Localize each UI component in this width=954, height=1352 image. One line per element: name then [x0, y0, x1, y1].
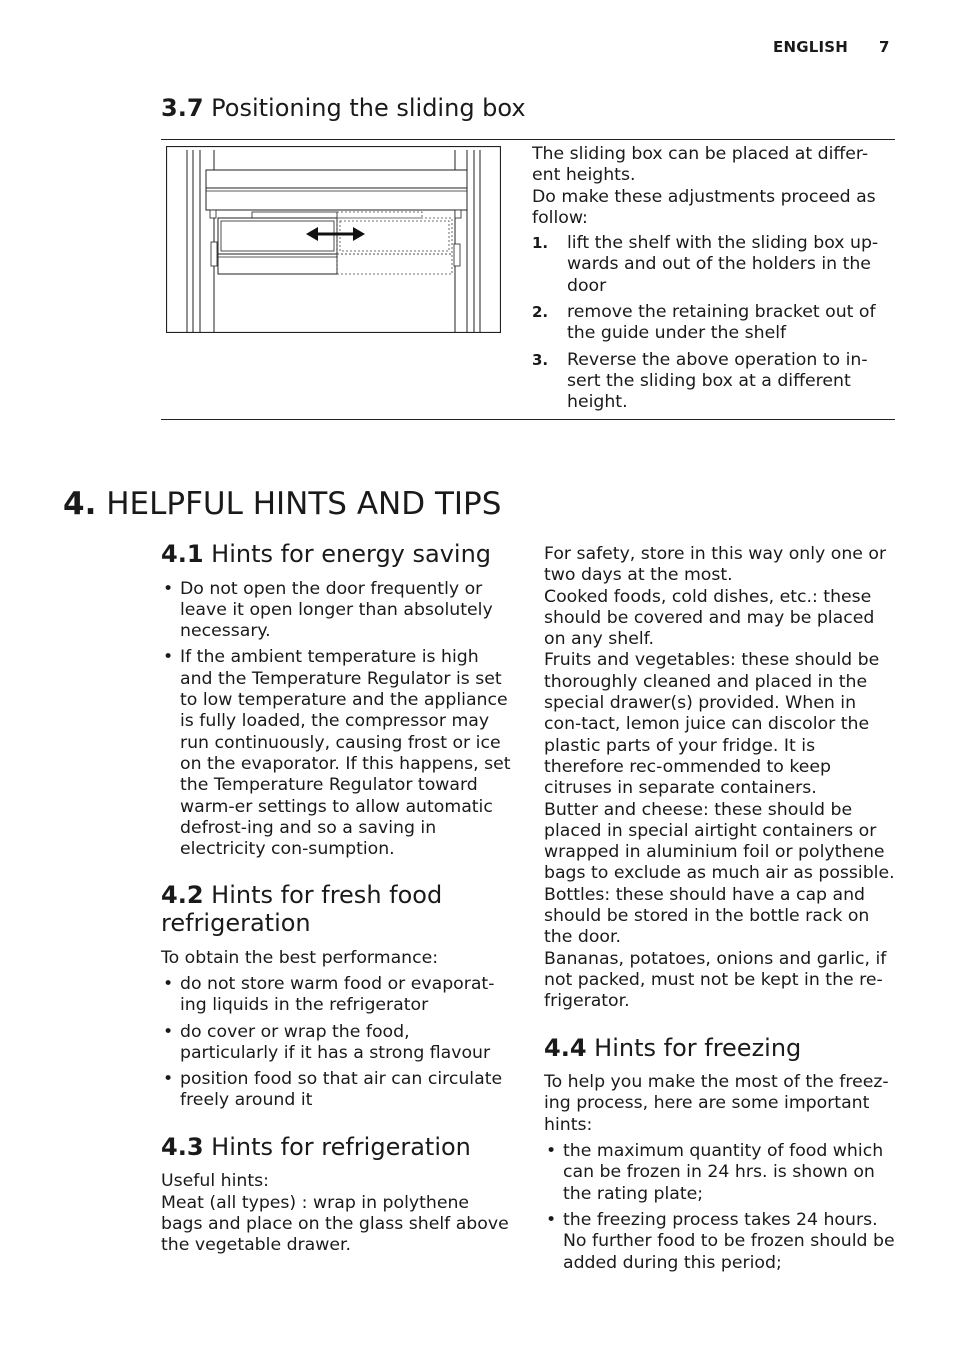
- storage-hint: Butter and cheese: these should be placed in special airtight containers or wrapped in aluminium foil or polythene bags to exclude as much air as possible.: [544, 799, 895, 884]
- adjustment-intro: Do make these adjustments proceed as follow:: [532, 186, 876, 228]
- refrigeration-section: [161, 1171, 513, 1256]
- section-title: Hints for energy saving: [211, 540, 492, 568]
- table-bottom-rule: [161, 419, 895, 420]
- storage-hint: Fruits and vegetables: these should be thoroughly cleaned and placed in the special drawer(s) provided. When in con-tact, lemon juice can discolor the plastic parts of your fridge. It is therefore rec-ommended to keep citruses in separate containers.: [544, 650, 880, 799]
- list-item: • do not store warm food or evaporat-ing liquids in the refrigerator: [161, 974, 513, 1017]
- section-4-2-heading: [161, 882, 513, 937]
- step-text: lift the shelf with the sliding box up-wards and out of the holders in the door: [567, 233, 879, 296]
- section-number: 4.3: [161, 1132, 204, 1161]
- sliding-box-intro: The sliding box can be placed at differ-ent heights.: [532, 144, 869, 186]
- left-column: [161, 541, 513, 1257]
- section-number: 4.1: [161, 540, 204, 568]
- section-4-4-heading: [544, 1035, 896, 1063]
- section-3-7-heading: [161, 95, 861, 123]
- step-text: Reverse the above operation to in-sert the sliding box at a different height.: [567, 349, 868, 413]
- step-number: 3.: [532, 350, 549, 369]
- freezing-intro: To help you make the most of the freez-ing process, here are some important hints:: [544, 1072, 889, 1135]
- refrigeration-intro: Useful hints:: [161, 1171, 269, 1192]
- fresh-food-list: [161, 974, 513, 1112]
- header-language: ENGLISH: [773, 38, 849, 56]
- section-title: Hints for freezing: [594, 1033, 802, 1062]
- adjustment-steps: [532, 233, 882, 413]
- chapter-heading: [63, 486, 863, 522]
- section-title: Positioning the sliding box: [211, 94, 526, 122]
- storage-hint: Bottles: these should have a cap and should be stored in the bottle rack on the door.: [544, 884, 870, 948]
- section-title: Hints for fresh food refrigeration: [161, 881, 443, 938]
- meat-hint: Meat (all types) : wrap in polythene bags and place on the glass shelf above the vegetable drawer.: [161, 1192, 509, 1256]
- table-top-rule: [161, 139, 895, 140]
- step-number: 2.: [532, 303, 549, 322]
- step-number: 1.: [532, 234, 549, 253]
- freezing-section: [544, 1072, 896, 1274]
- storage-hint: Cooked foods, cold dishes, etc.: these should be covered and may be placed on any shelf.: [544, 586, 875, 650]
- freezing-list: [544, 1141, 896, 1274]
- fresh-food-intro: To obtain the best performance:: [161, 947, 439, 968]
- list-item: [532, 302, 882, 345]
- section-number: 4.2: [161, 881, 204, 910]
- sliding-box-illustration: [166, 146, 501, 333]
- section-4-1-heading: [161, 541, 513, 569]
- list-item: • the maximum quantity of food which can be frozen in 24 hrs. is shown on the rating plate;: [544, 1141, 896, 1205]
- list-item: [532, 350, 882, 414]
- list-item: • do cover or wrap the food, particularly if it has a strong flavour: [161, 1022, 513, 1065]
- section-number: 4.4: [544, 1033, 587, 1062]
- section-3-7-text: [532, 144, 882, 419]
- fresh-food-section: [161, 948, 513, 1112]
- chapter-title: HELPFUL HINTS AND TIPS: [106, 486, 502, 522]
- right-column: [544, 544, 896, 1279]
- chapter-number: 4.: [63, 486, 97, 522]
- section-4-3-heading: [161, 1134, 513, 1162]
- storage-hint: For safety, store in this way only one or two days at the most.: [544, 544, 887, 586]
- storage-hint: Bananas, potatoes, onions and garlic, if not packed, must not be kept in the re-frigerator.: [544, 948, 887, 1012]
- step-text: remove the retaining bracket out of the guide under the shelf: [567, 302, 876, 344]
- refrigeration-hints-continued: [544, 544, 896, 1013]
- list-item: • position food so that air can circulate freely around it: [161, 1069, 513, 1112]
- section-title: Hints for refrigeration: [211, 1132, 471, 1161]
- list-item: • Do not open the door frequently or leave it open longer than absolutely necessary.: [161, 579, 513, 643]
- list-item: • If the ambient temperature is high and the Temperature Regulator is set to low temperature and the appliance is fully loaded, the compressor may run continuously, causing frost or ice on the evaporator. If this happens, set the Temperature Regulator toward warm-er settings to allow automatic defrost-ing and so a saving in electricity con-sumption.: [161, 647, 513, 860]
- section-number: 3.7: [161, 94, 204, 122]
- list-item: [532, 233, 882, 297]
- page-number: 7: [879, 38, 890, 56]
- energy-saving-list: [161, 579, 513, 861]
- list-item: • the freezing process takes 24 hours. No further food to be frozen should be added during this period;: [544, 1210, 896, 1274]
